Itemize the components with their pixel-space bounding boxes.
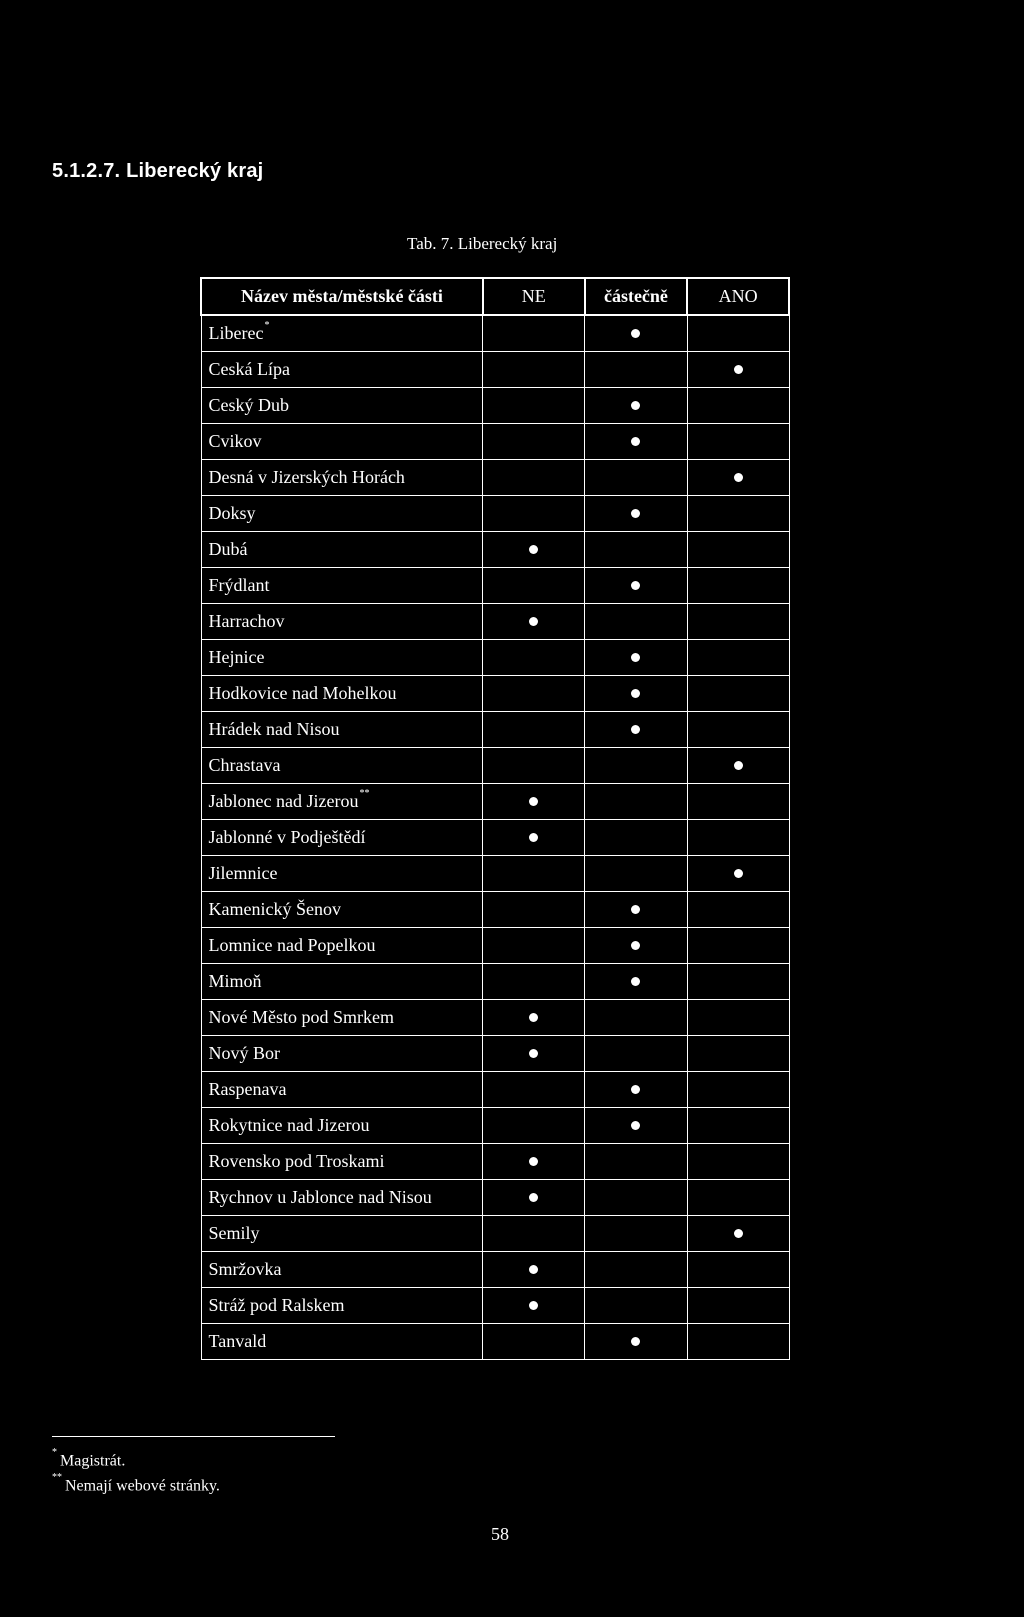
bullet-icon: [734, 1229, 743, 1238]
status-cell-ne: [483, 495, 585, 531]
city-name: Nový Bor: [208, 1042, 280, 1063]
status-cell-castecne: [585, 1035, 688, 1071]
footnote-item: [52, 1471, 220, 1496]
table-row: [201, 711, 789, 747]
status-cell-castecne: [585, 351, 688, 387]
status-cell-ne: [483, 1035, 585, 1071]
table-row: [201, 459, 789, 495]
status-cell-castecne: [585, 855, 688, 891]
city-name: Nové Město pod Smrkem: [208, 1006, 394, 1027]
footnotes: [52, 1446, 220, 1497]
table-row: [201, 891, 789, 927]
status-cell-ne: [483, 1287, 585, 1323]
bullet-icon: [631, 653, 640, 662]
status-cell-castecne: [585, 1179, 688, 1215]
status-cell-castecne: [585, 1323, 688, 1359]
table-row: [201, 999, 789, 1035]
city-name-cell: [201, 495, 483, 531]
status-cell-castecne: [585, 387, 688, 423]
status-cell-castecne: [585, 819, 688, 855]
table-row: [201, 315, 789, 351]
status-cell-ne: [483, 1107, 585, 1143]
status-cell-ano: [687, 567, 789, 603]
status-cell-ne: [483, 999, 585, 1035]
status-cell-ano: [687, 855, 789, 891]
table-row: [201, 963, 789, 999]
footnote-symbol: **: [52, 1472, 62, 1484]
bullet-icon: [529, 1013, 538, 1022]
city-name: Dubá: [208, 538, 248, 559]
bullet-icon: [529, 797, 538, 806]
status-cell-ano: [687, 1215, 789, 1251]
city-name-cell: [201, 387, 483, 423]
city-name: Ceský Dub: [208, 394, 289, 415]
city-name-cell: [201, 315, 483, 351]
status-cell-castecne: [585, 1071, 688, 1107]
status-cell-ne: [483, 675, 585, 711]
city-name-cell: [201, 927, 483, 963]
status-cell-castecne: [585, 891, 688, 927]
status-cell-castecne: [585, 603, 688, 639]
column-header-ano: ANO: [687, 278, 789, 315]
table-row: [201, 1143, 789, 1179]
bullet-icon: [631, 977, 640, 986]
city-name-cell: [201, 1287, 483, 1323]
city-name: Stráž pod Ralskem: [208, 1294, 345, 1315]
city-name: Jablonec nad Jizerou: [208, 790, 359, 811]
city-name-cell: [201, 639, 483, 675]
table-row: [201, 567, 789, 603]
status-cell-ano: [687, 891, 789, 927]
status-cell-ano: [687, 675, 789, 711]
bullet-icon: [631, 509, 640, 518]
city-name-cell: [201, 1035, 483, 1071]
city-name-cell: [201, 1323, 483, 1359]
city-name-cell: [201, 351, 483, 387]
city-name: Mimoň: [208, 970, 262, 991]
city-name: Frýdlant: [208, 574, 270, 595]
bullet-icon: [734, 365, 743, 374]
status-cell-castecne: [585, 927, 688, 963]
status-cell-ne: [483, 531, 585, 567]
table-row: [201, 675, 789, 711]
city-name: Rokytnice nad Jizerou: [208, 1114, 370, 1135]
bullet-icon: [631, 437, 640, 446]
city-name-cell: [201, 963, 483, 999]
city-name-cell: [201, 1179, 483, 1215]
city-name-cell: [201, 459, 483, 495]
city-name: Harrachov: [208, 610, 285, 631]
table-row: [201, 855, 789, 891]
status-cell-castecne: [585, 1107, 688, 1143]
status-cell-ano: [687, 351, 789, 387]
table-row: [201, 1287, 789, 1323]
status-cell-ne: [483, 747, 585, 783]
table-row: [201, 495, 789, 531]
bullet-icon: [631, 1337, 640, 1346]
status-cell-castecne: [585, 963, 688, 999]
table-row: [201, 531, 789, 567]
city-name-cell: [201, 747, 483, 783]
status-cell-ano: [687, 315, 789, 351]
table-row: [201, 783, 789, 819]
status-cell-ano: [687, 531, 789, 567]
table-row: [201, 603, 789, 639]
status-cell-ne: [483, 1323, 585, 1359]
city-name: Liberec: [208, 322, 264, 343]
status-cell-ano: [687, 927, 789, 963]
status-cell-ano: [687, 711, 789, 747]
table-body: [201, 315, 789, 1359]
status-cell-ne: [483, 387, 585, 423]
table-header-row: [201, 278, 789, 315]
city-name: Tanvald: [208, 1330, 267, 1351]
status-cell-castecne: [585, 675, 688, 711]
status-cell-ano: [687, 783, 789, 819]
status-cell-castecne: [585, 999, 688, 1035]
city-name-cell: [201, 1215, 483, 1251]
city-name: Rovensko pod Troskami: [208, 1150, 385, 1171]
status-cell-castecne: [585, 639, 688, 675]
status-cell-ano: [687, 387, 789, 423]
status-cell-ne: [483, 423, 585, 459]
footnote-item: [52, 1446, 220, 1471]
status-cell-ano: [687, 1323, 789, 1359]
footnote-reference: *: [264, 319, 270, 331]
status-cell-castecne: [585, 711, 688, 747]
city-name-cell: [201, 675, 483, 711]
status-cell-ano: [687, 999, 789, 1035]
bullet-icon: [529, 545, 538, 554]
bullet-icon: [631, 1121, 640, 1130]
city-name-cell: [201, 531, 483, 567]
status-cell-ne: [483, 351, 585, 387]
status-cell-ne: [483, 711, 585, 747]
bullet-icon: [631, 725, 640, 734]
section-heading: 5.1.2.7. Liberecký kraj: [52, 160, 264, 182]
city-name-cell: [201, 999, 483, 1035]
status-cell-ano: [687, 639, 789, 675]
status-cell-ano: [687, 1107, 789, 1143]
table-row: [201, 1251, 789, 1287]
status-cell-ne: [483, 891, 585, 927]
column-header-name: Název města/městské části: [201, 278, 483, 315]
city-name: Desná v Jizerských Horách: [208, 466, 405, 487]
city-name-cell: [201, 1143, 483, 1179]
status-cell-castecne: [585, 531, 688, 567]
status-cell-ano: [687, 1035, 789, 1071]
bullet-icon: [734, 761, 743, 770]
footnote-reference: **: [359, 787, 370, 799]
bullet-icon: [529, 1193, 538, 1202]
bullet-icon: [529, 617, 538, 626]
status-cell-ano: [687, 819, 789, 855]
bullet-icon: [529, 1265, 538, 1274]
status-cell-ne: [483, 1251, 585, 1287]
city-name-cell: [201, 783, 483, 819]
table-row: [201, 927, 789, 963]
bullet-icon: [631, 1085, 640, 1094]
bullet-icon: [529, 1157, 538, 1166]
bullet-icon: [734, 869, 743, 878]
city-name: Doksy: [208, 502, 256, 523]
status-cell-ano: [687, 1251, 789, 1287]
status-cell-ne: [483, 927, 585, 963]
status-cell-castecne: [585, 1215, 688, 1251]
table-row: [201, 1071, 789, 1107]
status-cell-ne: [483, 1215, 585, 1251]
footnote-text: Nemají webové stránky.: [65, 1477, 220, 1495]
table-row: [201, 423, 789, 459]
status-cell-castecne: [585, 783, 688, 819]
city-name: Hrádek nad Nisou: [208, 718, 340, 739]
table-row: [201, 639, 789, 675]
table-row: [201, 1215, 789, 1251]
bullet-icon: [631, 401, 640, 410]
status-cell-ano: [687, 603, 789, 639]
column-header-ne: NE: [483, 278, 585, 315]
city-name: Kamenický Šenov: [208, 898, 341, 919]
status-cell-ano: [687, 423, 789, 459]
status-cell-castecne: [585, 567, 688, 603]
status-cell-castecne: [585, 423, 688, 459]
page-number: 58: [491, 1524, 509, 1544]
city-name: Chrastava: [208, 754, 281, 775]
status-cell-ano: [687, 963, 789, 999]
status-cell-ne: [483, 459, 585, 495]
city-name-cell: [201, 1107, 483, 1143]
bullet-icon: [631, 581, 640, 590]
city-name-cell: [201, 423, 483, 459]
status-cell-ne: [483, 567, 585, 603]
status-cell-ne: [483, 855, 585, 891]
status-cell-ne: [483, 315, 585, 351]
city-name: Semily: [208, 1222, 260, 1243]
table-row: [201, 747, 789, 783]
city-name-cell: [201, 567, 483, 603]
status-cell-ano: [687, 459, 789, 495]
city-name: Jilemnice: [208, 862, 278, 883]
city-name-cell: [201, 891, 483, 927]
table-row: [201, 1035, 789, 1071]
status-cell-ne: [483, 1179, 585, 1215]
status-cell-castecne: [585, 1251, 688, 1287]
footnote-divider: [52, 1436, 335, 1437]
city-name: Hodkovice nad Mohelkou: [208, 682, 397, 703]
city-name-cell: [201, 1071, 483, 1107]
table-row: [201, 351, 789, 387]
city-name-cell: [201, 819, 483, 855]
city-name: Rychnov u Jablonce nad Nisou: [208, 1186, 432, 1207]
status-cell-ne: [483, 963, 585, 999]
status-cell-castecne: [585, 1287, 688, 1323]
bullet-icon: [631, 941, 640, 950]
status-cell-ne: [483, 783, 585, 819]
bullet-icon: [631, 329, 640, 338]
status-cell-castecne: [585, 1143, 688, 1179]
city-name-cell: [201, 1251, 483, 1287]
status-cell-ano: [687, 1071, 789, 1107]
city-name: Ceská Lípa: [208, 358, 290, 379]
footnote-symbol: *: [52, 1447, 57, 1458]
status-cell-ano: [687, 1143, 789, 1179]
status-cell-ne: [483, 1071, 585, 1107]
table-row: [201, 1179, 789, 1215]
status-cell-ne: [483, 603, 585, 639]
footnote-text: Magistrát.: [60, 1452, 126, 1470]
city-name-cell: [201, 711, 483, 747]
city-name: Raspenava: [208, 1078, 287, 1099]
city-status-table: [200, 277, 790, 1360]
column-header-castecne: částečně: [585, 278, 688, 315]
city-name: Hejnice: [208, 646, 265, 667]
city-name: Cvikov: [208, 430, 262, 451]
city-name: Smržovka: [208, 1258, 282, 1279]
bullet-icon: [529, 1301, 538, 1310]
bullet-icon: [529, 833, 538, 842]
bullet-icon: [734, 473, 743, 482]
bullet-icon: [631, 905, 640, 914]
status-cell-castecne: [585, 495, 688, 531]
status-cell-castecne: [585, 459, 688, 495]
status-cell-ne: [483, 1143, 585, 1179]
city-name-cell: [201, 603, 483, 639]
status-cell-ano: [687, 495, 789, 531]
table-row: [201, 819, 789, 855]
city-name: Lomnice nad Popelkou: [208, 934, 376, 955]
status-cell-castecne: [585, 315, 688, 351]
status-cell-ano: [687, 1179, 789, 1215]
city-name-cell: [201, 855, 483, 891]
table-caption: Tab. 7. Liberecký kraj: [407, 234, 558, 253]
status-cell-ano: [687, 1287, 789, 1323]
status-cell-castecne: [585, 747, 688, 783]
table-row: [201, 1323, 789, 1359]
status-cell-ano: [687, 747, 789, 783]
table-row: [201, 387, 789, 423]
bullet-icon: [631, 689, 640, 698]
status-cell-ne: [483, 819, 585, 855]
status-cell-ne: [483, 639, 585, 675]
table-row: [201, 1107, 789, 1143]
city-name: Jablonné v Podještědí: [208, 826, 366, 847]
bullet-icon: [529, 1049, 538, 1058]
